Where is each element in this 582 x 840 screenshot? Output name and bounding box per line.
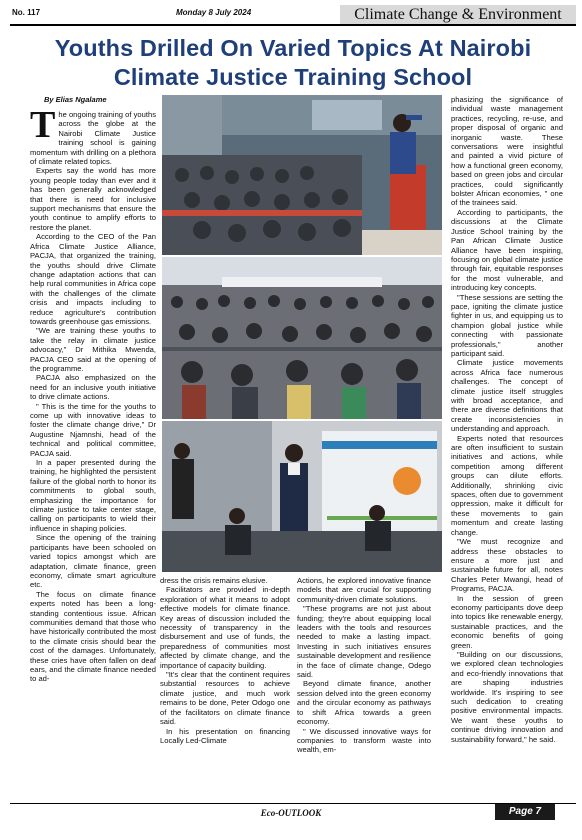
paragraph: In his presentation on financing Locally Led-Climate bbox=[160, 726, 290, 745]
paragraph: Since the opening of the training participants have been schooled on varied topics amongst which are adaptation, climate finance, green economy, climate smart agriculture etc. bbox=[30, 533, 156, 590]
paragraph: dress the crisis remains elusive. bbox=[160, 576, 268, 585]
paragraph: phasizing the significance of individual waste management practices, recycling, re-use, and proper disposal of organic and inorganic waste. These conversations were insightful and painted a vivid picture of how a functional green economy, based on green jobs and circular practices, could significantly bolster African economies, " one of the trainees said. bbox=[451, 95, 563, 208]
paragraph: "We must recognize and address these obstacles to ensure a more just and sustainable future for all, notes Charles Peter Mwangi, head of Programs, PACJA. bbox=[451, 537, 563, 594]
article-column-4 bbox=[451, 95, 563, 744]
paragraph: According to the CEO of the Pan Africa Climate Justice Alliance, PACJA, that organized the training, the youths should drive Climate change adaptation actions that can help rural communities in Africa cope with the challenges of the climate crisis and impacts including to reduce agriculture's contribution towards greenhouse gas emissions. bbox=[30, 232, 156, 326]
article-column-1 bbox=[30, 104, 156, 684]
header-divider bbox=[10, 24, 576, 26]
paragraph: According to participants, the discussions at the Climate Justice School training by the Pan African Climate Justice Alliance have been inspiring, focusing on global climate justice through fair, equitable responses for the most vulnerable, and introducing key concepts. bbox=[451, 207, 563, 293]
footer-divider bbox=[10, 803, 576, 804]
paragraph: Experts noted that resources are often insufficient to sustain initiatives and actions, while competition among different groups can dilute efforts. Additionally, shrinking civic spaces, often due to government oppression, make it difficult for these movements to gain momentum and create lasting change. bbox=[451, 433, 563, 537]
photo-panel-speakers bbox=[162, 421, 442, 572]
paragraph: "Building on our discussions, we explored clean technologies and eco-friendly innovations that are shaping industries worldwide. It's inspiring to see such dedication to creating positive environmental impacts. We want these youths to continue driving innovation and sustainability forward," he said. bbox=[451, 649, 563, 744]
article-column-2 bbox=[160, 576, 290, 745]
paragraph: The focus on climate finance experts noted has been a long-standing contentious issue. African communities demand that those who have historically contributed the most to the climate crisis should bear the cost of the damages. Unfortunately, these cries have often fallen on deaf ears, and the climate finance needed to ad- bbox=[30, 589, 156, 684]
paragraph-text: he ongoing training of youths across the globe at the Nairobi Climate Justice training school is gaining momentum with drilling on a plethora of climate related topics. bbox=[30, 110, 156, 167]
paragraph: Climate justice movements across Africa face numerous challenges. The concept of climate justice itself struggles with broad acceptance, and there are diverse definitions that create inconsistencies in understanding and approach. bbox=[451, 358, 563, 434]
paragraph: Facilitators are provided in-depth exploration of what it means to adopt effective models for climate finance. Key areas of discussion included the necessity of transparency in the disbursement and use of funds, the preparedness of communities most affected by climate change, and the importance of capacity building. bbox=[160, 585, 290, 670]
paragraph: " This is the time for the youths to come up with innovative ideas to foster the climate change drive," Dr Augustine Njamnshi, head of the technical and political committee, PACJA said. bbox=[30, 401, 156, 458]
paragraph: PACJA also emphasized on the need for an inclusive youth initiative to drive climate actions. bbox=[30, 373, 156, 402]
photo-audience bbox=[162, 257, 442, 419]
drop-cap: T bbox=[30, 104, 56, 146]
paragraph: Experts say the world has more young people today than ever and it has been generally acknowledged that there is need for inclusive support mechanisms that ensure the youth continue to amplify efforts to restore the planet. bbox=[30, 166, 156, 232]
paragraph: " We discussed innovative ways for companies to transform waste into wealth, em- bbox=[297, 726, 431, 755]
paragraph: Beyond climate finance, another session delved into the green economy and the circular economy as pathways to shift Africa towards a green economy. bbox=[297, 679, 431, 727]
paragraph: "These programs are not just about funding; they're about equipping local leaders with the tools and resources needed to make a lasting impact. Investing in such initiatives ensures sustainable development and resilience in the face of climate change, Odego said. bbox=[297, 604, 431, 680]
issue-number: No. 117 bbox=[12, 8, 41, 17]
paragraph: In the session of green economy participants dove deep into topics like renewable energy, sustainable practices, and the economic benefits of going green. bbox=[451, 593, 563, 650]
article-headline: Youths Drilled On Varied Topics At Nairobi Climate Justice Training School bbox=[54, 35, 532, 90]
paragraph: "These sessions are setting the pace, igniting the climate justice fighter in us, and equipping us to champion global justice while connecting with passionate professionals," another participant said. bbox=[451, 292, 563, 358]
publication-name: Eco-OUTLOOK bbox=[260, 808, 322, 818]
paragraph bbox=[30, 104, 156, 167]
article-column-3 bbox=[297, 576, 431, 755]
paragraph: "We are training these youths to take the relay in climate justice advocacy," Dr Mithika Mwenda, PACJA CEO said at the opening of the programme. bbox=[30, 326, 156, 373]
paragraph: Actions, he explored innovative finance models that are crucial for supporting community-driven climate solutions. bbox=[297, 576, 431, 604]
paragraph: "It's clear that the continent requires substantial resources to achieve climate justice, and much work remains to be done, Peter Odogo one of the facilitators on climate finance said. bbox=[160, 670, 290, 727]
page-number: Page 7 bbox=[495, 804, 555, 820]
article-byline: By Elias Ngalame bbox=[44, 95, 107, 104]
section-title: Climate Change & Environment bbox=[340, 5, 576, 24]
issue-date: Monday 8 July 2024 bbox=[176, 8, 252, 17]
photo-speaker-podium bbox=[162, 95, 442, 255]
page-header bbox=[0, 0, 582, 30]
paragraph: In a paper presented during the training, he highlighted the persistent failure of the global north to honor its commitments to global south, emphasizing the importance for climate justice to take center stage, calling on participants to wield their influence in shaping policies. bbox=[30, 458, 156, 533]
